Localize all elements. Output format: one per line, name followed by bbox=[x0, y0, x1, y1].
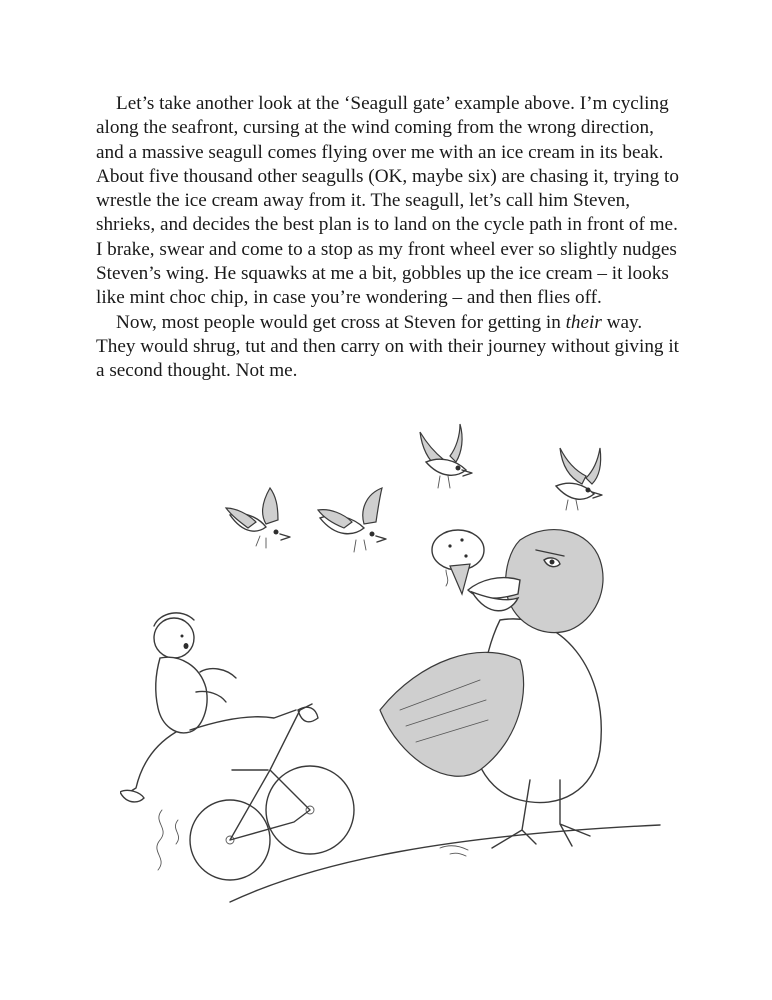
motion-squiggle bbox=[175, 820, 178, 844]
text-line: a second thought. Not me. bbox=[96, 360, 298, 382]
paragraph-1 bbox=[96, 92, 686, 311]
text-line: I brake, swear and come to a stop as my front wheel ever so slightly nudges bbox=[96, 238, 677, 260]
ground-marks bbox=[440, 846, 468, 856]
flying-gull-icon bbox=[556, 448, 602, 510]
motion-squiggle bbox=[157, 810, 163, 870]
cyclist bbox=[120, 613, 354, 880]
text-line: like mint choc chip, in case you’re wondering – and then flies off. bbox=[96, 287, 602, 309]
text-run: way. bbox=[601, 311, 643, 333]
text-line: Let’s take another look at the ‘Seagull gate’ example above. I’m cycling bbox=[116, 93, 669, 114]
flying-gull-icon bbox=[318, 488, 386, 552]
emphasis-their: their bbox=[565, 311, 602, 333]
ground-line bbox=[230, 825, 660, 902]
paragraph-2 bbox=[96, 311, 686, 384]
flying-gull-icon bbox=[420, 424, 472, 488]
text-line: shrieks, and decides the best plan is to land on the cycle path in front of me. bbox=[96, 214, 678, 236]
text-line: About five thousand other seagulls (OK, maybe six) are chasing it, trying to bbox=[96, 165, 679, 187]
text-line: They would shrug, tut and then carry on with their journey without giving it bbox=[96, 335, 679, 357]
text-line: wrestle the ice cream away from it. The seagull, let’s call him Steven, bbox=[96, 190, 631, 212]
text-line: and a massive seagull comes flying over me with an ice cream in its beak. bbox=[96, 141, 664, 163]
seagull-steven bbox=[380, 530, 603, 848]
text-line bbox=[96, 311, 686, 335]
text-line: along the seafront, cursing at the wind coming from the wrong direction, bbox=[96, 117, 654, 139]
body-text bbox=[96, 92, 686, 384]
flying-gull-icon bbox=[226, 488, 290, 548]
seagull-illustration bbox=[120, 410, 680, 930]
text-run: Now, most people would get cross at Steven for getting in bbox=[116, 311, 566, 333]
text-line: Steven’s wing. He squawks at me a bit, gobbles up the ice cream – it looks bbox=[96, 263, 669, 285]
